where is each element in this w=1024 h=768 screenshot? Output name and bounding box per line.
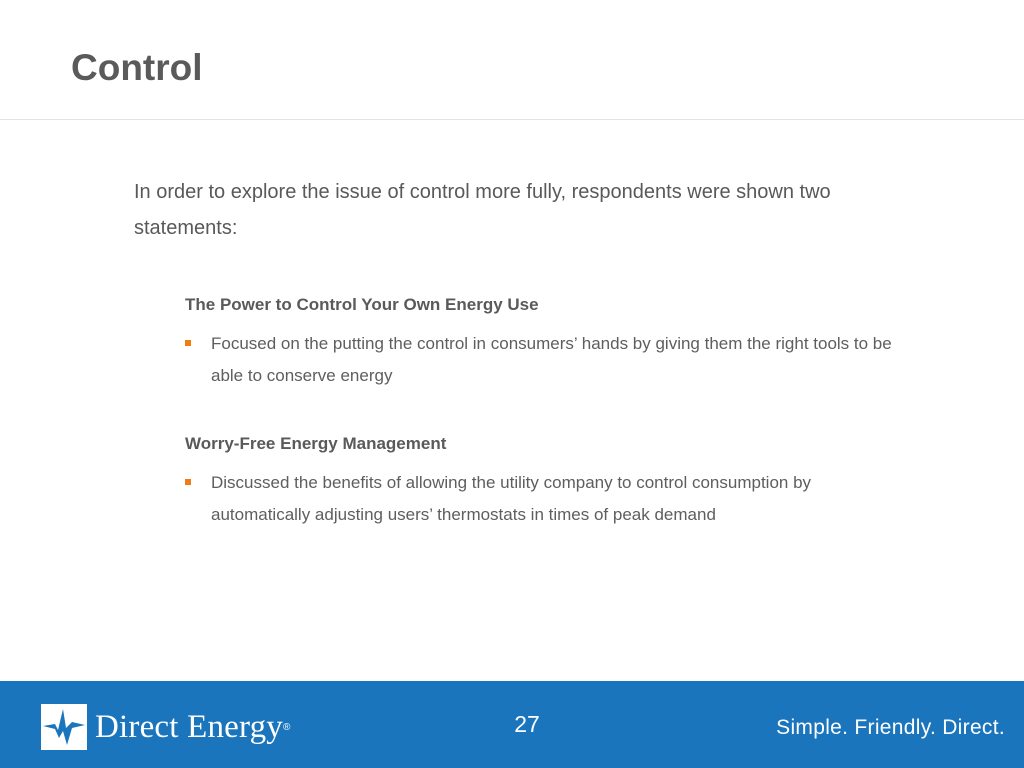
- tagline: Simple. Friendly. Direct.: [776, 716, 1005, 739]
- direct-energy-lightning-logo-icon: [41, 704, 87, 750]
- square-bullet-icon: [185, 479, 191, 485]
- footer-bar: [0, 681, 1024, 768]
- bullet-text: Discussed the benefits of allowing the utility company to control consumption by automatically adjusting users’ thermostats in times of peak demand: [211, 473, 812, 524]
- section-heading: Worry-Free Energy Management: [185, 434, 447, 453]
- bullet-item: [185, 467, 905, 531]
- logo-wordmark: Direct Energy: [95, 708, 283, 745]
- square-bullet-icon: [185, 340, 191, 346]
- section-heading: The Power to Control Your Own Energy Use: [185, 295, 539, 314]
- section-power-to-control: [185, 294, 905, 392]
- direct-energy-logo: [41, 703, 290, 751]
- title-divider: [0, 119, 1024, 120]
- intro-paragraph: In order to explore the issue of control more fully, respondents were shown two statements:: [134, 181, 831, 239]
- registered-mark: ®: [283, 721, 291, 733]
- bullet-text: Focused on the putting the control in consumers’ hands by giving them the right tools to be able to conserve energy: [211, 334, 892, 385]
- section-worry-free: [185, 433, 905, 531]
- page-number: 27: [514, 711, 540, 737]
- slide-title: Control: [71, 47, 203, 88]
- bullet-item: [185, 328, 905, 392]
